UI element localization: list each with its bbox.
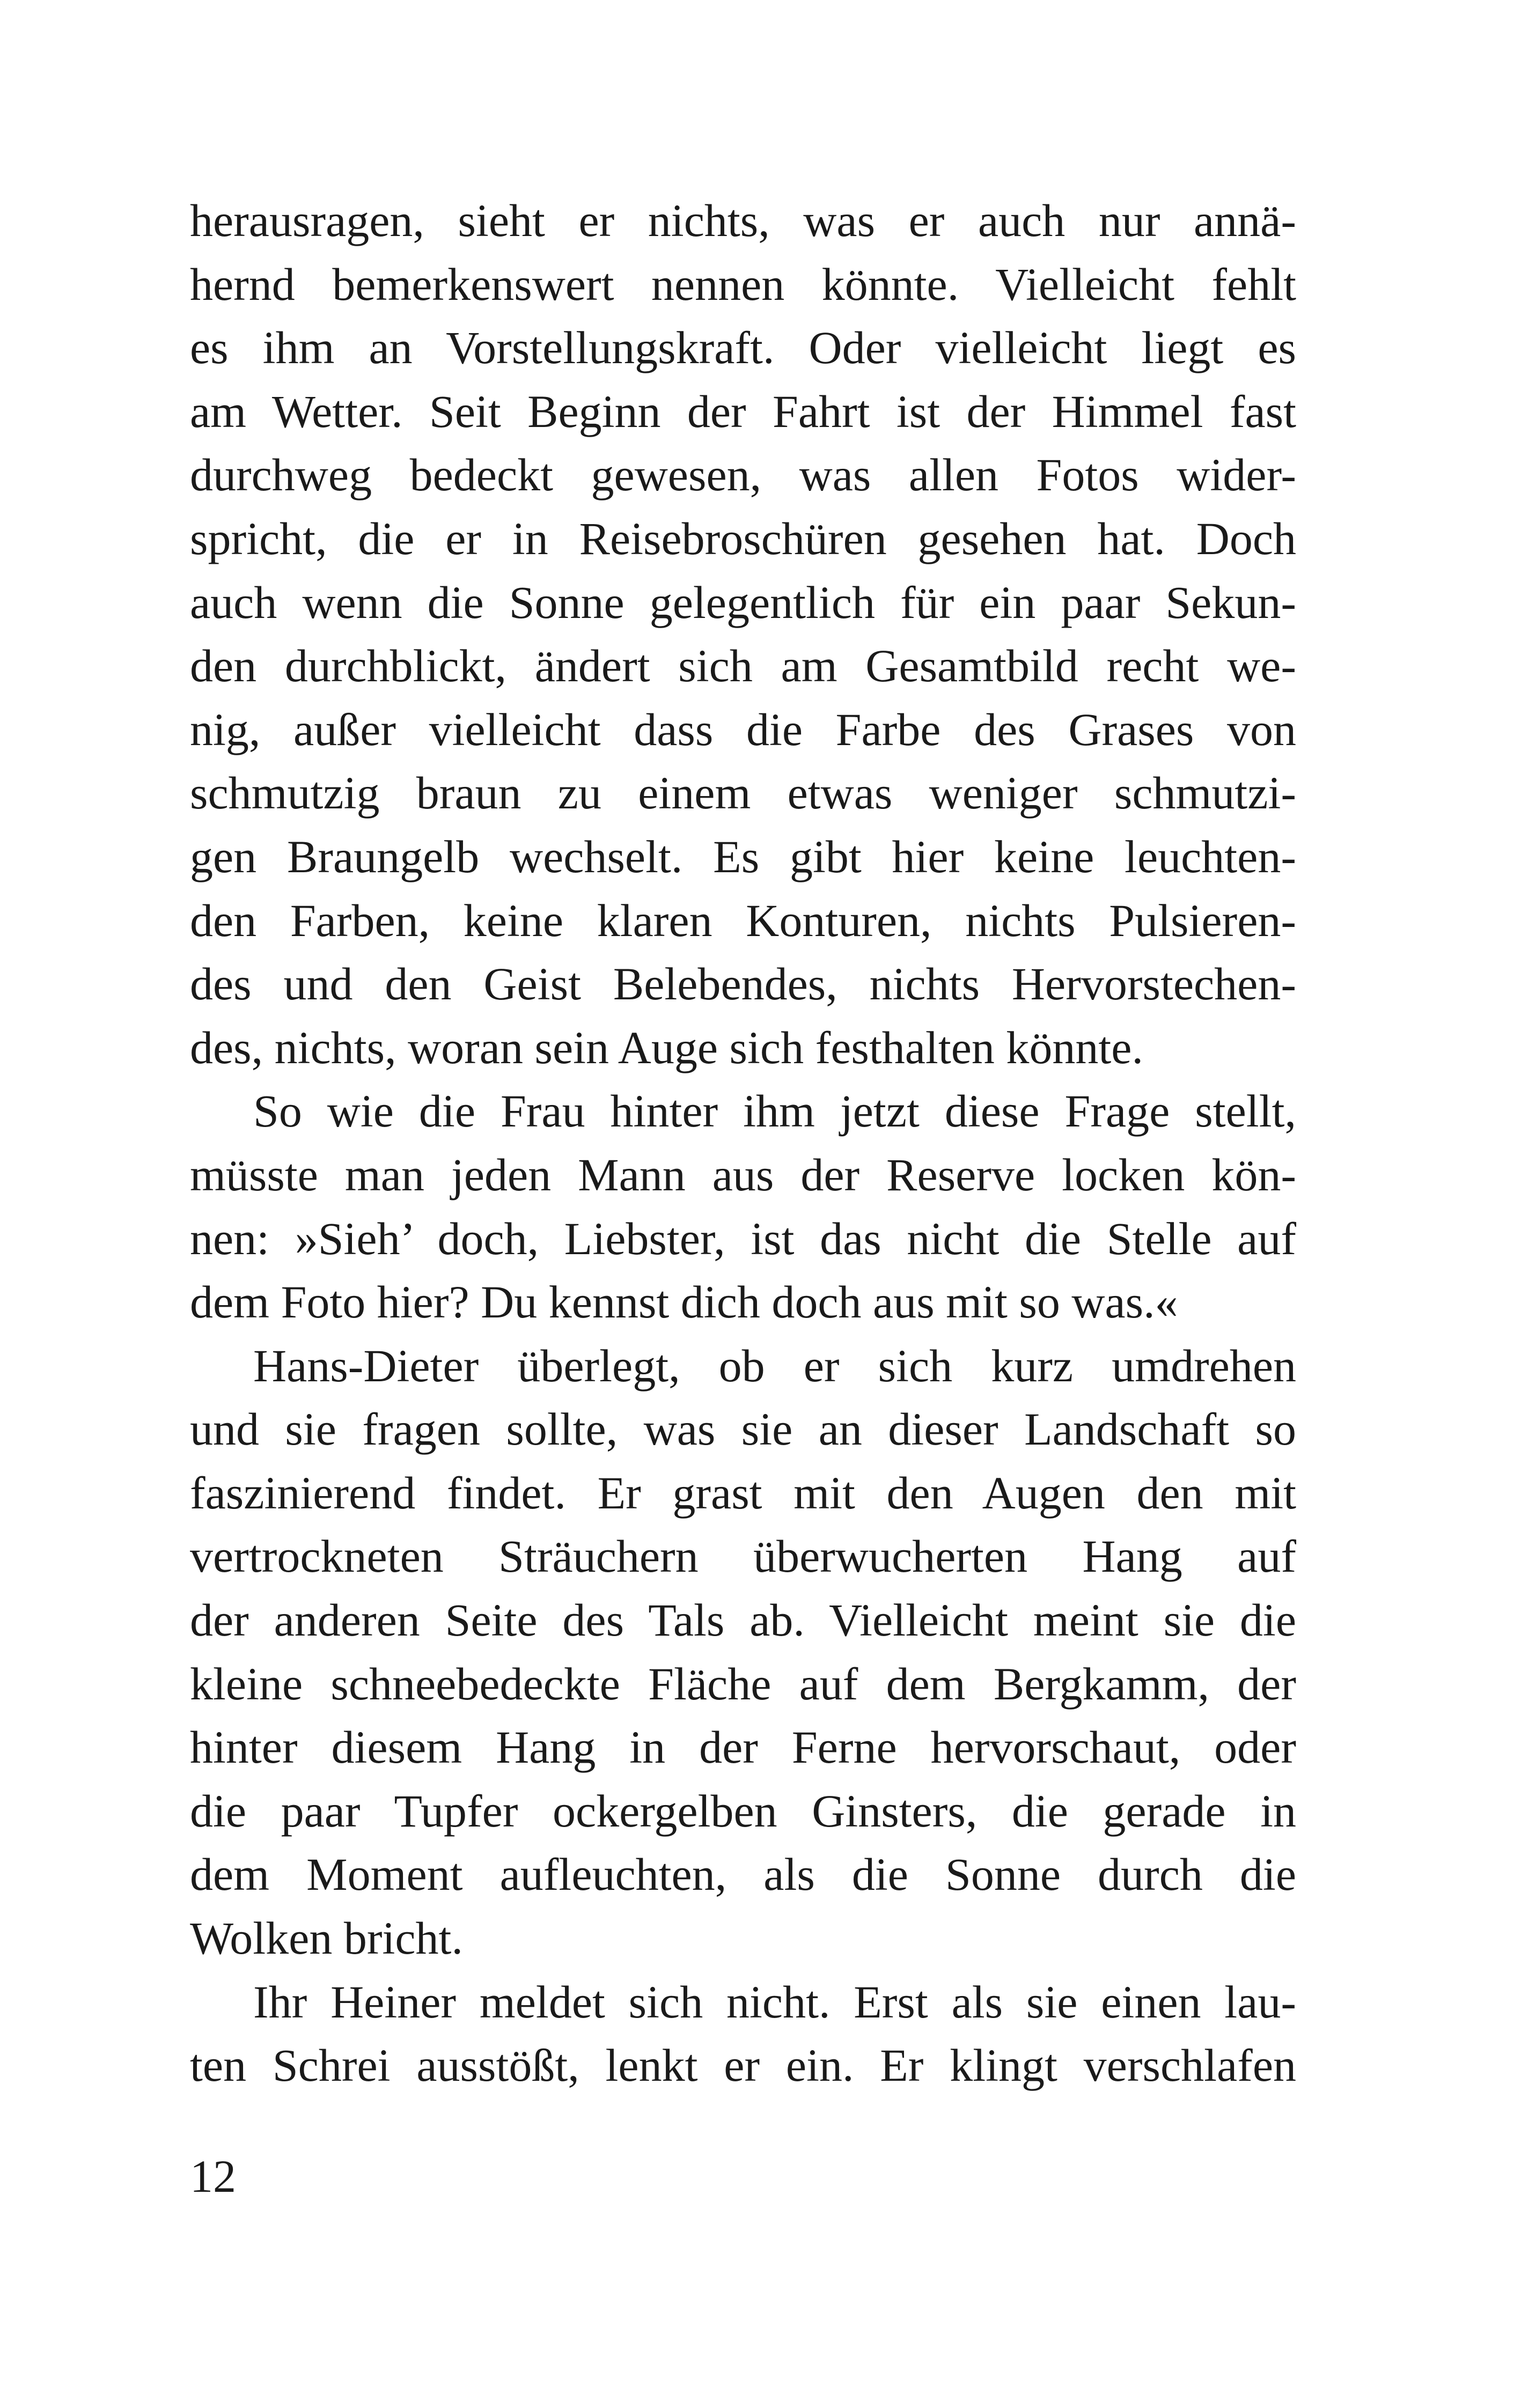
text-line: ten Schrei ausstößt, lenkt er ein. Er klingt verschlafen [190,2039,1296,2092]
text-line: dem Moment aufleuchten, als die Sonne durch die [190,1849,1296,1901]
text-line: den Farben, keine klaren Konturen, nichts Pulsieren- [190,894,1296,946]
text-line: es ihm an Vorstellungskraft. Oder vielleicht liegt es [190,322,1296,374]
text-line: am Wetter. Seit Beginn der Fahrt ist der Himmel fast [190,385,1296,437]
text-line: müsste man jeden Mann aus der Reserve locken kön- [190,1148,1296,1201]
text-line: nen: »Sieh’ doch, Liebster, ist das nicht die Stelle auf [190,1212,1296,1264]
text-line: durchweg bedeckt gewesen, was allen Fotos wider- [190,449,1296,501]
text-line: dem Foto hier? Du kennst dich doch aus mit so was.« [190,1276,1178,1328]
text-line: auch wenn die Sonne gelegentlich für ein paar Sekun- [190,576,1296,628]
text-line: herausragen, sieht er nichts, was er auch nur annä- [190,195,1296,246]
text-line: den durchblickt, ändert sich am Gesamtbild recht we- [190,640,1296,692]
text-line: und sie fragen sollte, was sie an dieser Landschaft so [190,1403,1296,1455]
text-line: des und den Geist Belebendes, nichts Hervorstechen- [190,958,1296,1010]
text-line: die paar Tupfer ockergelben Ginsters, die gerade in [190,1785,1296,1837]
text-line: des, nichts, woran sein Auge sich festhalten könnte. [190,1021,1143,1073]
text-line: vertrockneten Sträuchern überwucherten Hang auf [190,1530,1296,1582]
text-line: kleine schneebedeckte Fläche auf dem Bergkamm, der [190,1658,1296,1710]
text-line: schmutzig braun zu einem etwas weniger schmutzi- [190,767,1296,819]
text-line: Wolken bricht. [190,1912,463,1964]
text-line: hernd bemerkenswert nennen könnte. Vielleicht fehlt [190,258,1296,310]
text-line: Ihr Heiner meldet sich nicht. Erst als sie einen lau- [253,1976,1296,2028]
text-line: Hans-Dieter überlegt, ob er sich kurz umdrehen [253,1339,1296,1391]
text-line: hinter diesem Hang in der Ferne hervorschaut, oder [190,1721,1296,1773]
text-line: der anderen Seite des Tals ab. Vielleicht meint sie die [190,1594,1296,1646]
body-text [190,189,1296,2097]
text-line: faszinierend findet. Er grast mit den Augen den mit [190,1467,1296,1519]
text-line: gen Braungelb wechselt. Es gibt hier keine leuchten- [190,830,1296,882]
page-number: 12 [190,2151,236,2202]
text-line: spricht, die er in Reisebroschüren gesehen hat. Doch [190,512,1296,564]
text-line: So wie die Frau hinter ihm jetzt diese Frage stellt, [253,1085,1296,1137]
text-line: nig, außer vielleicht dass die Farbe des Grases von [190,703,1296,755]
